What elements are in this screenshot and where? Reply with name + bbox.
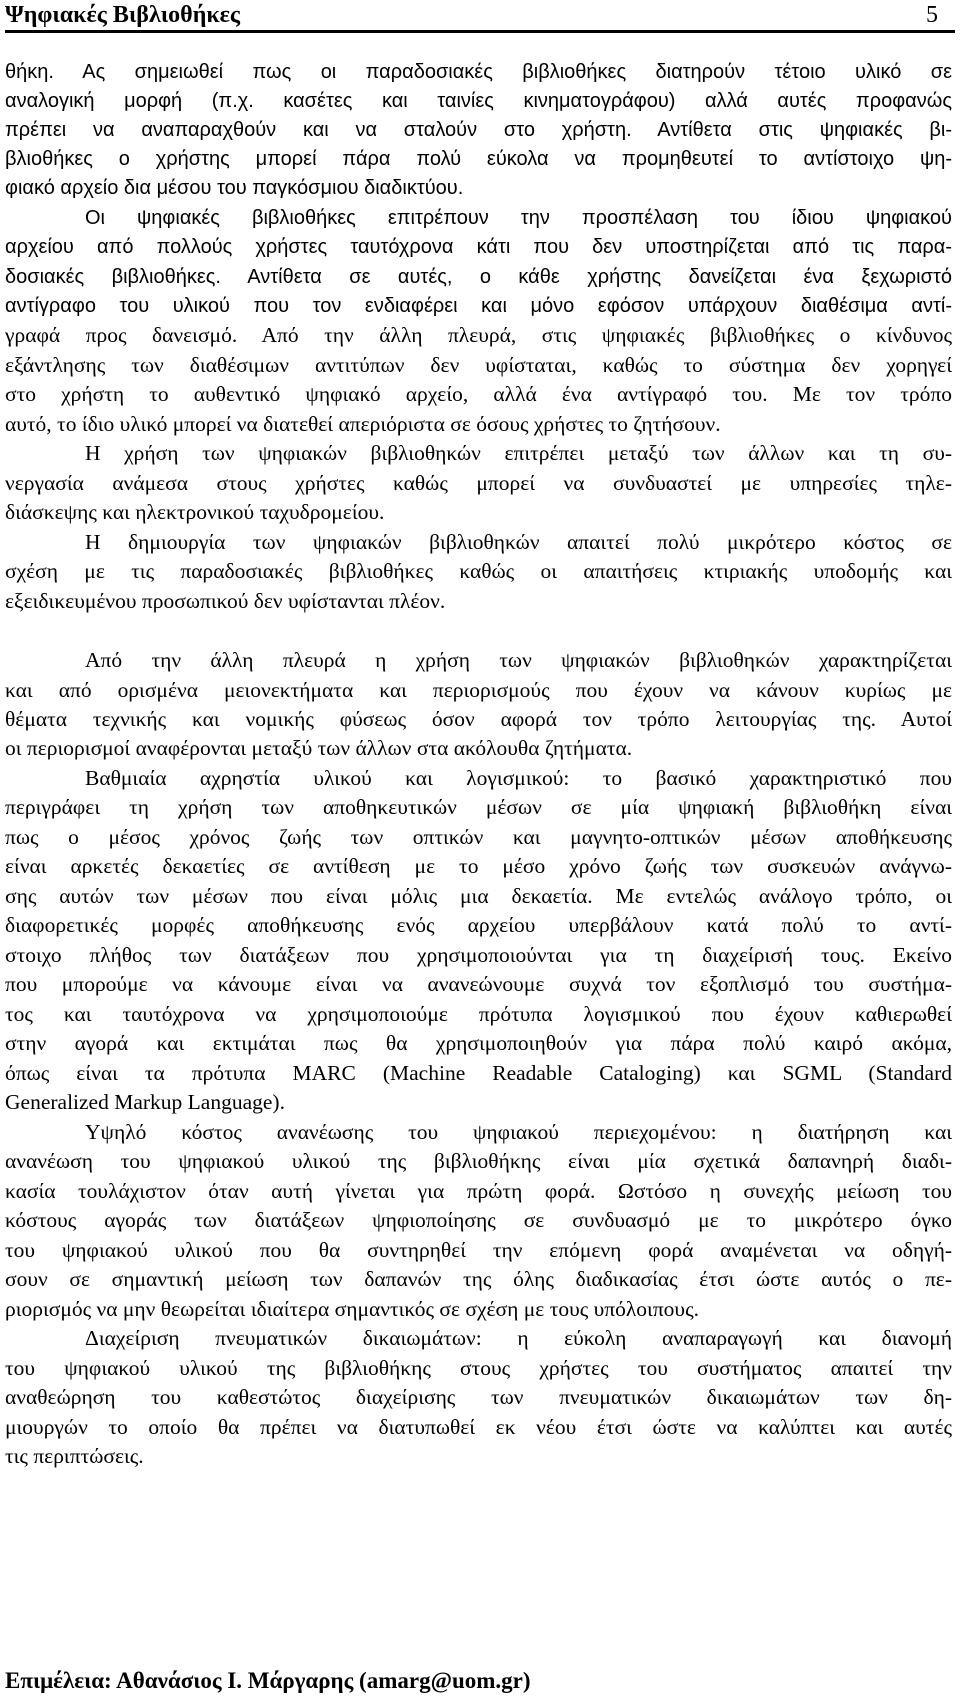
text-line: θήκη. Ας σημειωθεί πως οι παραδοσιακές βιβλιοθήκες διατηρούν τέτοιο υλικό σε (5, 61, 952, 83)
text-line: οι περιορισμοί αναφέρονται μεταξύ των άλλων στα ακόλουθα ζητήματα. (5, 736, 633, 760)
text-line: Από την άλλη πλευρά η χρήση των ψηφιακών βιβλιοθηκών χαρακτηρίζεται (85, 648, 952, 672)
text-line: γραφά προς δανεισμό. Από την άλλη πλευρά, στις ψηφιακές βιβλιοθήκες ο κίνδυνος (5, 323, 952, 347)
text-line: ανανέωση του ψηφιακού υλικού της βιβλιοθήκης είναι μία σχετικά δαπανηρή διαδι- (5, 1149, 952, 1173)
text-line: περιγράφει τη χρήση των αποθηκευτικών μέσων σε μία ψηφιακή βιβλιοθήκη είναι (5, 795, 952, 819)
page-number: 5 (926, 2, 938, 28)
text-line: του ψηφιακού υλικού της βιβλιοθήκης στους χρήστες του συστήματος απαιτεί την (5, 1356, 952, 1380)
text-line: αντίγραφο του υλικού που τον ενδιαφέρει και μόνο εφόσον υπάρχουν διαθέσιμα αντί- (5, 295, 952, 317)
text-line: κασία τουλάχιστον όταν αυτή γίνεται για πρώτη φορά. Ωστόσο η συνεχής μείωση του (5, 1179, 952, 1203)
text-line: εξάντλησης των διαθέσιμων αντιτύπων δεν υφίσταται, καθώς το σύστημα δεν χορηγεί (5, 353, 952, 377)
page-header (5, 0, 955, 36)
text-line: πως ο μέσος χρόνος ζωής των οπτικών και μαγνητο-οπτικών μέσων αποθήκευσης (5, 825, 952, 849)
text-line: που μπορούμε να κάνουμε είναι να ανανεώνουμε συχνά τον εξοπλισμό του συστήμα- (5, 972, 952, 996)
text-line: διαφορετικές μορφές αποθήκευσης ενός αρχείου υπερβάλουν κατά πολύ το αντί- (5, 913, 952, 937)
header-rule (5, 30, 955, 33)
text-line: τος και ταυτόχρονα να χρησιμοποιούμε πρότυπα λογισμικού που έχουν καθιερωθεί (5, 1002, 952, 1026)
text-line: στην αγορά και εκτιμάται πως θα χρησιμοποιηθούν για πάρα πολύ καιρό ακόμα, (5, 1031, 952, 1055)
text-line: Υψηλό κόστος ανανέωσης του ψηφιακού περιεχομένου: η διατήρηση και (85, 1120, 952, 1144)
text-line: δοσιακές βιβλιοθήκες. Αντίθετα σε αυτές, ο κάθε χρήστης δανείζεται ένα ξεχωριστό (5, 266, 952, 288)
text-line: τις περιπτώσεις. (5, 1444, 144, 1468)
text-line: και από ορισμένα μειονεκτήματα και περιορισμούς που έχουν να κάνουν κυρίως με (5, 678, 952, 702)
text-line: θέματα τεχνικής και νομικής φύσεως όσον αφορά τον τρόπο λειτουργίας της. Αυτοί (5, 707, 952, 731)
text-line: όπως είναι τα πρότυπα MARC (Machine Readable Cataloging) και SGML (Standard (5, 1061, 952, 1085)
text-line: Βαθμιαία αχρηστία υλικού και λογισμικού: το βασικό χαρακτηριστικό που (85, 766, 952, 790)
text-line: Η χρήση των ψηφιακών βιβλιοθηκών επιτρέπει μεταξύ των άλλων και τη συ- (85, 441, 952, 465)
text-line: του ψηφιακού υλικού που θα συντηρηθεί την επόμενη φορά αναμένεται να οδηγή- (5, 1238, 952, 1262)
text-line: αναλογική μορφή (π.χ. κασέτες και ταινίες κινηματογράφου) αλλά αυτές προφανώς (5, 90, 952, 112)
text-line: Η δημιουργία των ψηφιακών βιβλιοθηκών απαιτεί πολύ μικρότερο κόστος σε (85, 530, 952, 554)
text-line: πρέπει να αναπαραχθούν και να σταλούν στο χρήστη. Αντίθετα στις ψηφιακές βι- (5, 119, 952, 141)
text-line: ριορισμός να μην θεωρείται ιδιαίτερα σημαντικός σε σχέση με τους υπόλοιπους. (5, 1297, 699, 1321)
text-line: φιακό αρχείο δια μέσου του παγκόσμιου διαδικτύου. (5, 177, 464, 199)
text-line: σχέση με τις παραδοσιακές βιβλιοθήκες καθώς οι απαιτήσεις κτιριακής υποδομής και (5, 559, 952, 583)
text-line: αρχείου από πολλούς χρήστες ταυτόχρονα κάτι που δεν υποστηρίζεται από τις παρα- (5, 236, 952, 258)
text-line: αυτό, το ίδιο υλικό μπορεί να διατεθεί απεριόριστα σε όσους χρήστες το ζητήσουν. (5, 412, 721, 436)
text-line: σης αυτών των μέσων που είναι μόλις μια δεκαετία. Με εντελώς ανάλογο τρόπο, οι (5, 884, 952, 908)
text-line: Generalized Markup Language). (5, 1090, 285, 1114)
text-line: σουν σε σημαντική μείωση των δαπανών της όλης διαδικασίας έτσι ώστε αυτός ο πε- (5, 1267, 952, 1291)
text-line: στο χρήστη το αυθεντικό ψηφιακό αρχείο, αλλά ένα αντίγραφό του. Με τον τρόπο (5, 382, 952, 406)
text-line: νεργασία ανάμεσα στους χρήστες καθώς μπορεί να συνδυαστεί με υπηρεσίες τηλε- (5, 471, 952, 495)
text-line: βλιοθήκες ο χρήστης μπορεί πάρα πολύ εύκολα να προμηθευτεί το αντίστοιχο ψη- (5, 148, 952, 170)
text-line: κόστους αγοράς των διατάξεων ψηφιοποίησης σε συνδυασμό με το μικρότερο όγκο (5, 1208, 952, 1232)
text-line: Διαχείριση πνευματικών δικαιωμάτων: η εύκολη αναπαραγωγή και διανομή (85, 1326, 952, 1350)
text-line: είναι αρκετές δεκαετίες σε αντίθεση με το μέσο χρόνο ζωής των συσκευών ανάγνω- (5, 854, 952, 878)
text-line: στοιχο πλήθος των διατάξεων που χρησιμοποιούνται για τη διαχείρισή τους. Εκείνο (5, 943, 952, 967)
text-line: Οι ψηφιακές βιβλιοθήκες επιτρέπουν την προσπέλαση του ίδιου ψηφιακού (85, 207, 952, 229)
text-line: εξειδικευμένου προσωπικού δεν υφίστανται πλέον. (5, 589, 446, 613)
page-footer: Επιμέλεια: Αθανάσιος Ι. Μάργαρης (amarg@uom.gr) (5, 1668, 531, 1693)
text-line: μιουργών το οποίο θα πρέπει να διατυπωθεί εκ νέου έτσι ώστε να καλύπτει και αυτές (5, 1415, 952, 1439)
text-line: αναθεώρηση του καθεστώτος διαχείρισης των πνευματικών δικαιωμάτων των δη- (5, 1385, 952, 1409)
running-title: Ψηφιακές Βιβλιοθήκες (5, 2, 241, 28)
text-line: διάσκεψης και ηλεκτρονικού ταχυδρομείου. (5, 500, 385, 524)
